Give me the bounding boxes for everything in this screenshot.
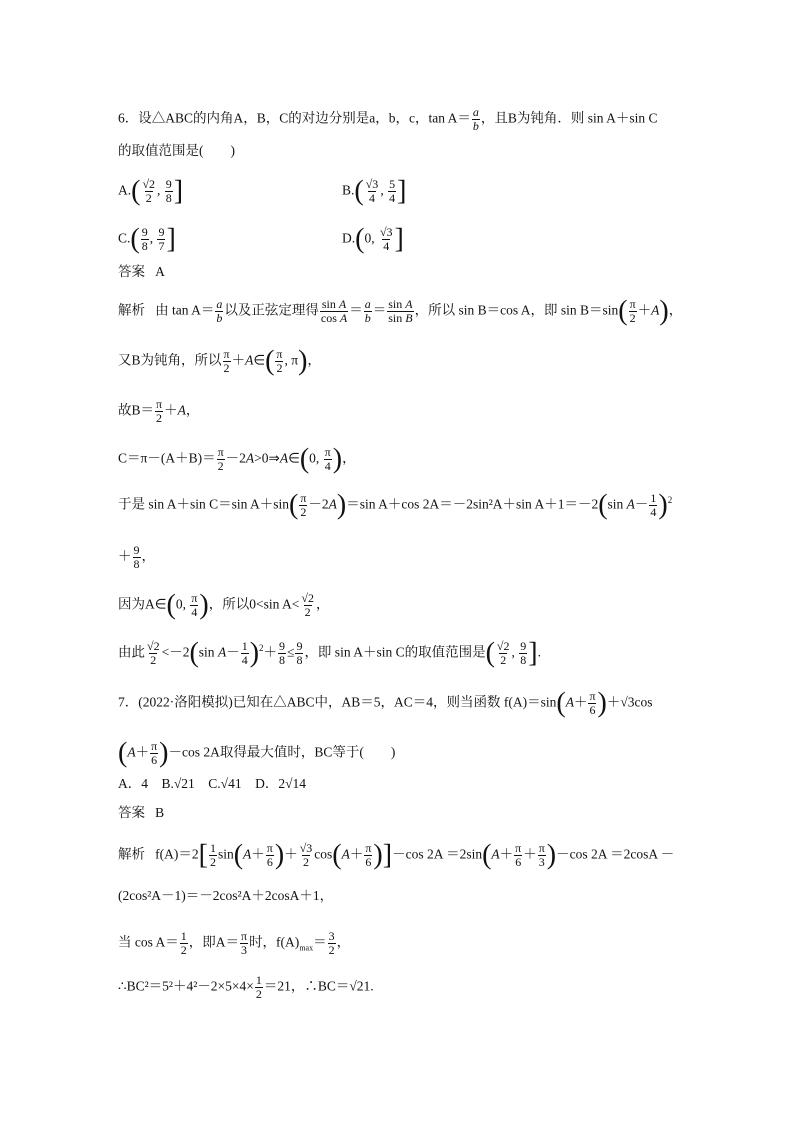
q7-solution-line-2: (2cos²A－1)＝－2cos²A＋2cosA＋1， — [118, 888, 334, 903]
q6-solution-line-4: C＝π－(A＋B)＝ $\frac{\pi}{2}$ －2A>0⇒A∈(0, $\frac{\pi}{4}$ )， — [118, 443, 356, 475]
q6-option-b: B.( $\frac{√3}{4}$ , $\frac{5}{4}$ ] — [342, 175, 407, 207]
frac-a-over-b: $\frac{a}{b}$ — [472, 105, 479, 133]
q7-solution-line-1: 解析 f(A)＝2[ $\frac{1}{2}$ sin(A＋ $\frac{\pi}{6}$ )＋ $\frac{√3}{2}$ cos(A＋ $\frac{\pi}{6}$ )]－cos 2A ＝2sin(A＋ $\frac{\pi}{6}$ ＋ $\frac{\pi}{3}$ )－cos 2A ＝2cosA － — [118, 839, 675, 871]
q6-solution-line-5: 于是 sin A＋sin C＝sin A＋sin( $\frac{\pi}{2}$ －2A)＝sin A＋cos 2A＝－2sin²A＋sin A＋1＝－2(sin A－ $\frac{1}{4}$ )$^2$ — [118, 489, 673, 521]
q7-solution-line-4: ∴BC²＝5²＋4²－2×5×4× $\frac{1}{2}$ ＝21，∴BC＝√21. — [118, 973, 374, 1001]
q6-number: 6． — [118, 110, 139, 126]
q7-stem-tail: (A＋ $\frac{\pi}{6}$ )－cos 2A取得最大值时，BC等于( ) — [118, 737, 396, 769]
q6-solution-line-6: ＋ $\frac{9}{8}$ ， — [118, 543, 155, 571]
q6-stem-tail: 的取值范围是( ) — [118, 143, 235, 158]
q6-solution-line-1: 解析 由 tan A＝ $\frac{a}{b}$ 以及正弦定理得 $\frac{\text{sin A}}{\text{cos A}}$ ＝ $\frac{a}{b}$ ＝ $\frac{\text{sin A}}{\text{sin B}}$ ，所以 sin B＝cos A，即 sin B＝sin( $\frac{\pi}{2}$ ＋A)， — [118, 295, 683, 327]
q7-answer: 答案 B — [118, 805, 165, 820]
q6-solution-line-2: 又B为钝角，所以 $\frac{\pi}{2}$ ＋A∈( $\frac{\pi}{2}$ , π)， — [118, 345, 321, 377]
q7-solution-line-3: 当 cos A＝ $\frac{1}{2}$ ，即A＝ $\frac{\pi}{3}$ 时，$f(A)_{max}=$ $\frac{3}{2}$ ， — [118, 929, 351, 957]
q6-option-c: C.( $\frac{9}{8}$ , $\frac{9}{7}$ ] — [118, 223, 176, 255]
q6-stem: 6．设△ABC的内角A，B，C的对边分别是a，b，c，tan A＝ $\frac{a}{b}$ ，且B为钝角．则 sin A＋sin C — [118, 105, 658, 133]
q7-number: 7． — [118, 694, 139, 710]
q6-option-a: A.( $\frac{√2}{2}$ , $\frac{9}{8}$ ] — [118, 175, 184, 207]
q7-stem: 7．(2022·洛阳模拟)已知在△ABC中，AB＝5，AC＝4，则当函数 f(A)＝sin(A＋ $\frac{\pi}{6}$ )＋√3cos — [118, 687, 653, 719]
q7-options: A．4 B.√21 C.√41 D．2√14 — [118, 776, 306, 791]
q6-answer: 答案 A — [118, 264, 165, 279]
q6-solution-line-8: 由此 $\frac{√2}{2}$ <－2(sin A－ $\frac{1}{4}$ )$^2$＋ $\frac{9}{8}$ ≤ $\frac{9}{8}$ ，即 sin A＋sin C的取值范围是( $\frac{√2}{2}$ , $\frac{9}{8}$ ]. — [118, 637, 541, 669]
q7-answer-value: B — [155, 805, 165, 820]
q6-option-d: D.(0, $\frac{√3}{4}$ ] — [342, 223, 404, 255]
q6-answer-value: A — [155, 264, 165, 279]
q6-solution-line-7: 因为A∈(0, $\frac{\pi}{4}$ )，所以0<sin A< $\frac{√2}{2}$ ， — [118, 589, 330, 621]
q6-solution-line-3: 故B＝ $\frac{\pi}{2}$ ＋A， — [118, 397, 200, 425]
